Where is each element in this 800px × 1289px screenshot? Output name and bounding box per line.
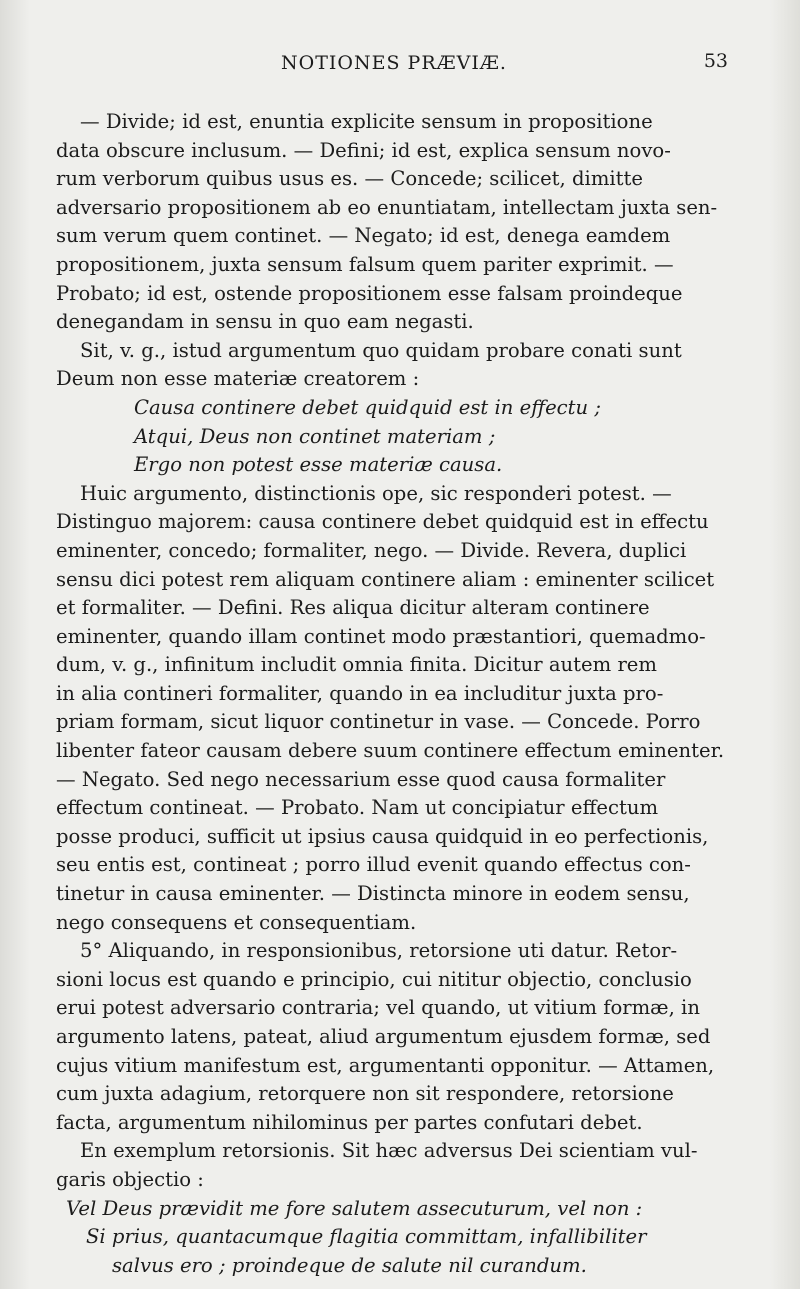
text-line: Deum non esse materiæ creatorem : xyxy=(56,367,420,391)
text-line: seu entis est, contineat ; porro illud evenit quando effectus con- xyxy=(56,853,691,877)
page-header xyxy=(60,52,728,82)
objection-line: Vel Deus prævidit me fore salutem assecuturum, vel non : xyxy=(66,1196,643,1220)
text-line: tinetur in causa eminenter. — Distincta minore in eodem sensu, xyxy=(56,882,690,906)
text-line: garis objectio : xyxy=(56,1167,204,1191)
running-head: NOTIONES PRÆVIÆ. xyxy=(281,52,507,74)
text-line: propositionem, juxta sensum falsum quem pariter exprimit. — xyxy=(56,252,674,276)
text-line: facta, argumentum nihilominus per partes confutari debet. xyxy=(56,1110,643,1134)
text-line: posse produci, sufficit ut ipsius causa quidquid in eo perfectionis, xyxy=(56,824,709,848)
text-line: data obscure inclusum. — Defini; id est, explica sensum novo- xyxy=(56,138,671,162)
syllogism-major: Causa continere debet quidquid est in effectu ; xyxy=(134,395,601,419)
objection-line: salvus ero ; proindeque de salute nil curandum. xyxy=(112,1253,587,1277)
text-line: — Divide; id est, enuntia explicite sensum in propositione xyxy=(80,110,653,133)
text-line: argumento latens, pateat, aliud argumentum ejusdem formæ, sed xyxy=(56,1025,711,1048)
syllogism-conclusion: Ergo non potest esse materiæ causa. xyxy=(134,453,503,477)
text-line: erui potest adversario contraria; vel quando, ut vitium formæ, in xyxy=(56,996,700,1020)
text-line: sensu dici potest rem aliquam continere aliam : eminenter scilicet xyxy=(56,567,715,591)
text-line: dum, v. g., infinitum includit omnia finita. Dicitur autem rem xyxy=(56,653,657,677)
page-number: 53 xyxy=(703,50,728,72)
text-line: in alia contineri formaliter, quando in ea includitur juxta pro- xyxy=(56,681,664,705)
objection-line: Si prius, quantacumque flagitia committam, infallibiliter xyxy=(86,1225,647,1249)
text-line: Probato; id est, ostende propositionem esse falsam proindeque xyxy=(56,281,683,305)
text-line: En exemplum retorsionis. Sit hæc adversus Dei scientiam vul- xyxy=(80,1139,698,1163)
text-line: 5° Aliquando, in responsionibus, retorsione uti datur. Retor- xyxy=(80,939,678,963)
text-line: sum verum quem continet. — Negato; id est, denega eamdem xyxy=(56,224,671,248)
text-line: effectum contineat. — Probato. Nam ut concipiatur effectum xyxy=(56,796,659,820)
text-line: denegandam in sensu in quo eam negasti. xyxy=(56,310,474,334)
text-line: cujus vitium manifestum est, argumentanti opponitur. — Attamen, xyxy=(56,1053,715,1077)
text-line: priam formam, sicut liquor continetur in vase. — Concede. Porro xyxy=(56,710,701,734)
page-body xyxy=(56,108,730,1280)
text-line: nego consequens et consequentiam. xyxy=(56,910,417,934)
text-line: sioni locus est quando e principio, cui nititur objectio, conclusio xyxy=(56,967,692,991)
text-line: adversario propositionem ab eo enuntiatam, intellectam juxta sen- xyxy=(56,195,718,219)
text-line: eminenter, concedo; formaliter, nego. — Divide. Revera, duplici xyxy=(56,538,687,562)
text-line: et formaliter. — Defini. Res aliqua dicitur alteram continere xyxy=(56,596,650,620)
text-line: cum juxta adagium, retorquere non sit respondere, retorsione xyxy=(56,1082,674,1106)
text-line: rum verborum quibus usus es. — Concede; scilicet, dimitte xyxy=(56,167,644,191)
text-line: Sit, v. g., istud argumentum quo quidam probare conati sunt xyxy=(80,338,682,362)
text-line: Huic argumento, distinctionis ope, sic responderi potest. — xyxy=(80,481,672,505)
text-line: — Negato. Sed nego necessarium esse quod causa formaliter xyxy=(56,767,666,791)
text-line: libenter fateor causam debere suum continere effectum eminenter. xyxy=(56,739,725,763)
syllogism-minor: Atqui, Deus non continet materiam ; xyxy=(134,424,496,448)
text-line: Distinguo majorem: causa continere debet quidquid est in effectu xyxy=(56,510,709,534)
text-line: eminenter, quando illam continet modo præstantiori, quemadmo- xyxy=(56,624,706,648)
